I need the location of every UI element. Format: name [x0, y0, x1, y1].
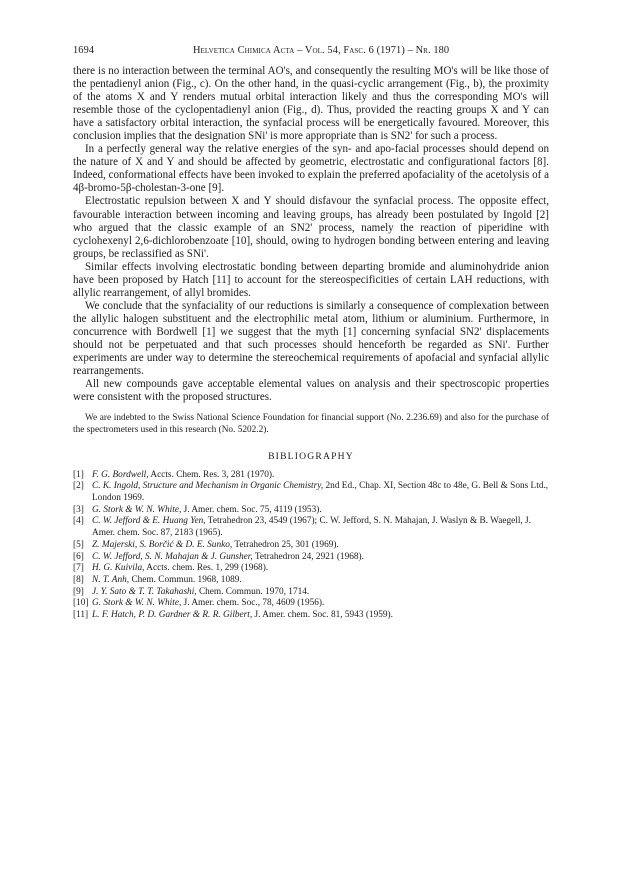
reference-item: [5] Z. Majerski, S. Borčić & D. E. Sunko, Tetrahedron 25, 301 (1969). [73, 539, 339, 550]
journal-line: Helvetica Chimica Acta – Vol. 54, Fasc. 6 (1971) – Nr. 180 [192, 45, 450, 56]
reference-source: Tetrahedron 23, 4549 (1967); C. W. Jefford, S. N. Mahajan, J. Waslyn & B. Waegell, J. Amer. chem. Soc. 87, 2183 (1965). [92, 516, 531, 539]
reference-authors: F. G. Bordwell, [92, 469, 149, 480]
reference-source: Chem. Commun. 1970, 1714. [196, 586, 310, 597]
reference-item: [4] C. W. Jefford & E. Huang Yen, Tetrahedron 23, 4549 (1967); C. W. Jefford, S. N. Mahajan, J. Waslyn & B. Waegell, J. Amer. chem. Soc. 87, 2183 (1965). [73, 516, 531, 539]
reference-authors: L. F. Hatch, P. D. Gardner & R. R. Gilbert, [92, 610, 253, 621]
reference-authors: C. W. Jefford, S. N. Mahajan & J. Gunsher, [92, 551, 253, 562]
reference-authors: Z. Majerski, S. Borčić & D. E. Sunko, [92, 539, 233, 550]
reference-item: [6] C. W. Jefford, S. N. Mahajan & J. Gunsher, Tetrahedron 24, 2921 (1968). [73, 551, 364, 562]
reference-item: [10] G. Stork & W. N. White, J. Amer. chem. Soc., 78, 4609 (1956). [73, 598, 325, 609]
reference-item: [7] H. G. Kuivila, Accts. chem. Res. 1, 299 (1968). [73, 563, 269, 574]
journal-page [73, 44, 549, 622]
reference-item: [11] L. F. Hatch, P. D. Gardner & R. R. Gilbert, J. Amer. chem. Soc. 81, 5943 (1959). [73, 610, 393, 621]
reference-source: Chem. Commun. 1968, 1089. [129, 574, 242, 585]
paragraph-5: We conclude that the synfaciality of our reductions is similarly a consequence of complexation between the allylic halogen substituent and the electrophilic metal atom, lithium or aluminium. Furthermore, in concurrence with Bordwell [1] we suggest that the myth [1] concerning synfacial SN2' displacements should not be perpetuated and that such processes should henceforth be regarded as SNi'. Further experiments are under way to determine the stereochemical requirements of apofacial and synfacial allylic rearrangements. [73, 299, 549, 378]
acknowledgement: We are indebted to the Swiss National Science Foundation for financial support (No. 2.236.69) and also for the purchase of the spectrometers used in this research (No. 5202.2). [73, 413, 549, 436]
reference-item: [3] G. Stork & W. N. White, J. Amer. chem. Soc. 75, 4119 (1953). [73, 504, 322, 515]
reference-source: J. Amer. chem. Soc., 78, 4609 (1956). [181, 598, 325, 609]
page-number: 1694 [73, 45, 95, 56]
reference-authors: H. G. Kuivila, [92, 563, 145, 574]
reference-list [73, 470, 549, 622]
reference-item: [2] C. K. Ingold, Structure and Mechanism in Organic Chemistry, 2nd Ed., Chap. XI, Section 48c to 48e, G. Bell & Sons Ltd., London 1969. [73, 481, 549, 504]
reference-source: Tetrahedron 25, 301 (1969). [232, 539, 339, 550]
running-header [73, 44, 549, 57]
reference-source: Tetrahedron 24, 2921 (1968). [252, 551, 364, 562]
paragraph-2: In a perfectly general way the relative energies of the syn- and apo-facial processes should depend on the nature of X and Y and should be affected by geometric, electrostatic and configurational factors [8]. Indeed, conformational effects have been invoked to explain the preferred apofaciality of the acetolysis of a 4β-bromo-5β-cholestan-3-one [9]. [73, 143, 549, 195]
reference-source: Accts. chem. Res. 1, 299 (1968). [144, 563, 269, 574]
reference-authors: G. Stork & W. N. White, [92, 504, 182, 515]
reference-item: [8] N. T. Anh, Chem. Commun. 1968, 1089. [73, 574, 242, 585]
reference-authors: C. W. Jefford & E. Huang Yen, [92, 516, 206, 527]
paragraph-3: Electrostatic repulsion between X and Y should disfavour the synfacial process. The opposite effect, favourable interaction between incoming and leaving groups, has already been postulated by Ingold [2] who argued that the classic example of an SN2' process, namely the reaction of piperidine with cyclohexenyl 2,6-dichlorobenzoate [10], should, owing to hydrogen bonding between entering and leaving groups, be reclassified as SNi'. [73, 195, 549, 260]
reference-authors: C. K. Ingold, Structure and Mechanism in Organic Chemistry, [92, 481, 324, 492]
reference-item: [1] F. G. Bordwell, Accts. Chem. Res. 3, 281 (1970). [73, 469, 275, 480]
paragraph-4: Similar effects involving electrostatic bonding between departing bromide and aluminohydride anion have been proposed by Hatch [11] to account for the stereospecificities of certain LAH reductions, with allylic rearrangement, of allyl bromides. [73, 260, 549, 299]
bibliography-title: BIBLIOGRAPHY [268, 450, 354, 462]
reference-authors: G. Stork & W. N. White, [92, 598, 182, 609]
reference-item: [9] J. Y. Sato & T. T. Takahashi, Chem. Commun. 1970, 1714. [73, 586, 310, 597]
reference-source: J. Amer. chem. Soc. 81, 5943 (1959). [252, 610, 393, 621]
reference-authors: N. T. Anh, [92, 574, 130, 585]
paragraph-1: there is no interaction between the terminal AO's, and consequently the resulting MO's will be like those of the pentadienyl anion (Fig., c). On the other hand, in the quasi-cyclic arrangement (Fig., b), the proximity of the atoms X and Y renders mutual orbital interaction likely and thus the corresponding MO's will resemble those of the cyclopentadienyl anion (Fig., d). Thus, provided the reacting groups X and Y can have a satisfactory orbital interaction, the synfacial process will be energetically favoured. Moreover, this conclusion implies that the designation SNi' is more appropriate than is SN2' for such a process. [73, 65, 549, 143]
reference-source: 2nd Ed., Chap. XI, Section 48c to 48e, G. Bell & Sons Ltd., London 1969. [92, 481, 549, 504]
paragraph-6: All new compounds gave acceptable elemental values on analysis and their spectroscopic properties were consistent with the proposed structures. [73, 378, 549, 404]
reference-source: J. Amer. chem. Soc. 75, 4119 (1953). [181, 504, 322, 515]
reference-authors: J. Y. Sato & T. T. Takahashi, [92, 586, 197, 597]
reference-source: Accts. Chem. Res. 3, 281 (1970). [148, 469, 275, 480]
